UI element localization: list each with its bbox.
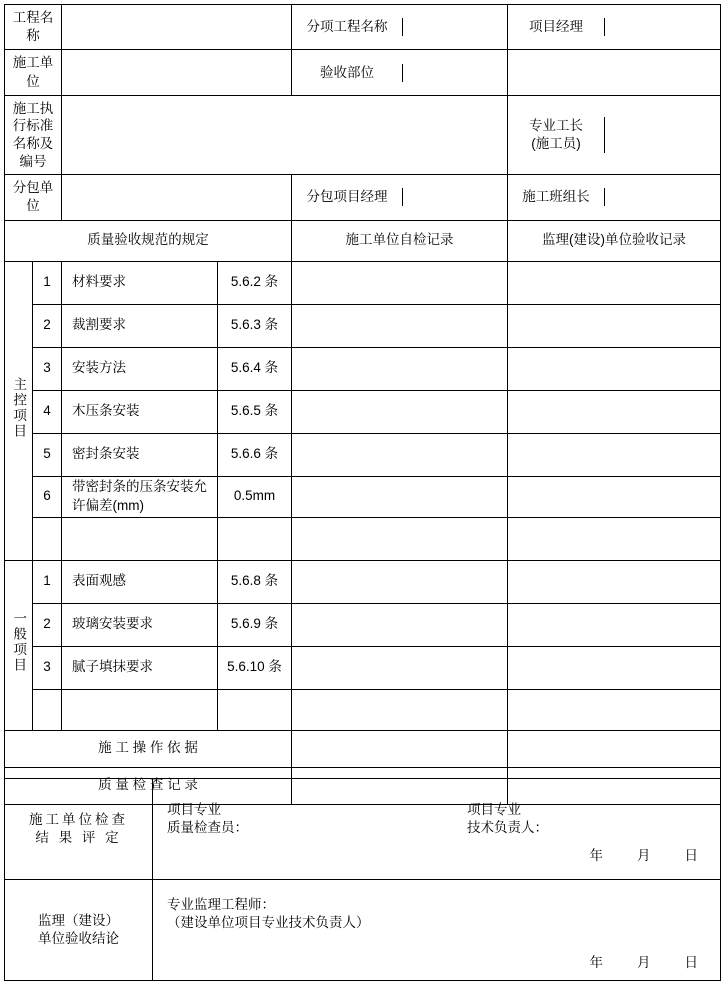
row-clause: [218, 689, 292, 730]
section-label-general: [5, 560, 33, 730]
label-execution-standard-line2: 名称及编号: [12, 135, 54, 169]
label-team-leader: 施工班组长: [508, 188, 605, 206]
row-no: [33, 517, 62, 560]
row-self-check-ticks[interactable]: [292, 476, 508, 517]
row-supervision[interactable]: [508, 646, 721, 689]
supervision-engineer-block: [153, 882, 720, 932]
row-item: 玻璃安装要求: [62, 603, 218, 646]
supervision-engineer-line1: 专业监理工程师：: [167, 896, 275, 912]
row-item: 腻子填抹要求: [62, 646, 218, 689]
label-construction-conclusion-line1: 施工单位检查: [29, 811, 128, 827]
row-no: 2: [33, 304, 62, 347]
row-no: 1: [33, 261, 62, 304]
row-supervision[interactable]: [508, 390, 721, 433]
construction-date-month: 月: [637, 848, 651, 864]
row-supervision[interactable]: [508, 433, 721, 476]
label-construction-unit: 施工单位: [5, 50, 62, 95]
row-clause: 5.6.5 条: [218, 390, 292, 433]
header-row1-right: [292, 5, 508, 50]
row-item: [62, 517, 218, 560]
row-self-check[interactable]: [292, 433, 508, 476]
value-subcontract-manager[interactable]: [403, 188, 508, 206]
row-supervision[interactable]: [508, 560, 721, 603]
row-clause: 5.6.6 条: [218, 433, 292, 476]
section-label-main-control: [5, 261, 33, 560]
label-project-manager: 项目经理: [508, 18, 605, 36]
value-execution-standard[interactable]: [62, 95, 508, 174]
table-row: [5, 304, 721, 347]
supervision-conclusion-row: [5, 880, 721, 981]
construction-conclusion-content[interactable]: [153, 779, 721, 880]
label-supervision-conclusion-line2: 单位验收结论: [38, 931, 119, 946]
table-row: [5, 689, 721, 730]
construction-tech-leader-block: [467, 801, 548, 837]
table-row: [5, 261, 721, 304]
supervision-date-row[interactable]: [153, 932, 720, 978]
row-self-check[interactable]: [292, 261, 508, 304]
value-sub-project-name[interactable]: [403, 18, 508, 36]
label-supervision-conclusion: [5, 880, 153, 981]
row-no: 6: [33, 476, 62, 517]
row-clause: 5.6.9 条: [218, 603, 292, 646]
table-row: [5, 560, 721, 603]
construction-date-day: 日: [684, 848, 698, 864]
construction-quality-inspector-block: [153, 801, 467, 837]
value-acceptance-part[interactable]: [403, 64, 508, 82]
label-professional-foreman: [508, 117, 605, 152]
table-row: [5, 347, 721, 390]
construction-quality-inspector-line2: 质量检查员：: [167, 819, 248, 835]
label-execution-standard: [5, 95, 62, 174]
row-clause: 0.5mm: [218, 476, 292, 517]
construction-conclusion-row: [5, 779, 721, 880]
row-no: 1: [33, 560, 62, 603]
header-row2-right: [292, 50, 508, 95]
section-label-main-control-text: 主控项目: [11, 376, 27, 439]
table-row-deviation: [5, 476, 721, 517]
value-construction-unit[interactable]: [62, 50, 292, 95]
main-inspection-table: [4, 4, 721, 805]
row-item: 木压条安装: [62, 390, 218, 433]
row-self-check[interactable]: [292, 603, 508, 646]
operation-basis-row: [5, 730, 721, 767]
supervision-date-day: 日: [684, 955, 698, 971]
label-supervision-conclusion-line1: 监理（建设）: [38, 912, 119, 928]
supervision-conclusion-content[interactable]: [153, 880, 721, 981]
row-self-check[interactable]: [292, 390, 508, 433]
table-row: [5, 517, 721, 560]
row-no: 5: [33, 433, 62, 476]
label-acceptance-part: 验收部位: [292, 64, 403, 82]
label-subcontract-manager: 分包项目经理: [292, 188, 403, 206]
value-subcontract-unit[interactable]: [62, 175, 292, 220]
label-construction-conclusion: [5, 779, 153, 880]
row-supervision[interactable]: [508, 261, 721, 304]
label-quality-record: 质 量 检 查 记 录: [5, 767, 292, 804]
row-supervision[interactable]: [508, 517, 721, 560]
header-row-subcontractor: [5, 175, 721, 220]
table-row: [5, 646, 721, 689]
label-construction-conclusion-line2: 结 果 评 定: [35, 830, 122, 845]
row-item: [62, 689, 218, 730]
row-self-check[interactable]: [292, 560, 508, 603]
row-supervision[interactable]: [508, 304, 721, 347]
value-project-manager[interactable]: [605, 18, 721, 36]
supervision-date-year: 年: [589, 955, 603, 971]
row-clause: 5.6.3 条: [218, 304, 292, 347]
column-header-spec: 质量验收规范的规定: [5, 220, 292, 261]
row-clause: 5.6.4 条: [218, 347, 292, 390]
construction-date-row[interactable]: [153, 837, 720, 871]
row-supervision[interactable]: [508, 689, 721, 730]
row-self-check[interactable]: [292, 304, 508, 347]
row-no: 3: [33, 646, 62, 689]
label-operation-basis: 施 工 操 作 依 据: [5, 730, 292, 767]
row-item: 表面观感: [62, 560, 218, 603]
value-team-leader[interactable]: [605, 188, 721, 206]
construction-tech-leader-line2: 技术负责人：: [467, 819, 548, 835]
header-row4-right: [292, 175, 508, 220]
row-supervision[interactable]: [508, 347, 721, 390]
row-self-check[interactable]: [292, 347, 508, 390]
label-execution-standard-line1: 施工执行标准: [12, 100, 54, 134]
row-clause: 5.6.10 条: [218, 646, 292, 689]
column-header-row: [5, 220, 721, 261]
row-item: 密封条安装: [62, 433, 218, 476]
value-professional-foreman[interactable]: [605, 117, 721, 152]
label-sub-project-name: 分项工程名称: [292, 18, 403, 36]
table-row: [5, 433, 721, 476]
row-supervision[interactable]: [508, 603, 721, 646]
value-acceptance-part-extension[interactable]: [508, 50, 721, 95]
row-supervision-ticks[interactable]: [508, 476, 721, 517]
row-no: 4: [33, 390, 62, 433]
header-row-project: [5, 5, 721, 50]
value-project-name[interactable]: [62, 5, 292, 50]
row-item: 裁割要求: [62, 304, 218, 347]
value-operation-basis-self[interactable]: [292, 730, 508, 767]
row-no: [33, 689, 62, 730]
column-header-self-check: 施工单位自检记录: [292, 220, 508, 261]
label-project-name: 工程名称: [5, 5, 62, 50]
supervision-date-month: 月: [637, 955, 651, 971]
row-clause: 5.6.8 条: [218, 560, 292, 603]
construction-quality-inspector-line1: 项目专业: [167, 801, 221, 817]
table-row: [5, 603, 721, 646]
row-self-check[interactable]: [292, 689, 508, 730]
row-item: 材料要求: [62, 261, 218, 304]
row-self-check[interactable]: [292, 517, 508, 560]
supervision-engineer-line2: （建设单位项目专业技术负责人）: [167, 914, 370, 930]
label-professional-foreman-line2: (施工员): [531, 135, 581, 151]
row-clause: [218, 517, 292, 560]
row-item: 带密封条的压条安装允许偏差(mm): [62, 476, 218, 517]
header-row-standard: [5, 95, 721, 174]
row-clause: 5.6.2 条: [218, 261, 292, 304]
header-row3-right: [508, 95, 721, 174]
header-row1-far-right: [508, 5, 721, 50]
row-item: 安装方法: [62, 347, 218, 390]
section-label-general-text: 一般项目: [11, 611, 27, 674]
table-row: [5, 390, 721, 433]
column-header-supervision: 监理(建设)单位验收记录: [508, 220, 721, 261]
row-self-check[interactable]: [292, 646, 508, 689]
conclusion-table: [4, 778, 721, 981]
construction-date-year: 年: [589, 848, 603, 864]
row-no: 2: [33, 603, 62, 646]
header-row4-far-right: [508, 175, 721, 220]
label-subcontract-unit: 分包单位: [5, 175, 62, 220]
construction-tech-leader-line1: 项目专业: [467, 801, 521, 817]
value-operation-basis-sup[interactable]: [508, 730, 721, 767]
row-no: 3: [33, 347, 62, 390]
header-row-unit: [5, 50, 721, 95]
label-professional-foreman-line1: 专业工长: [529, 118, 583, 134]
